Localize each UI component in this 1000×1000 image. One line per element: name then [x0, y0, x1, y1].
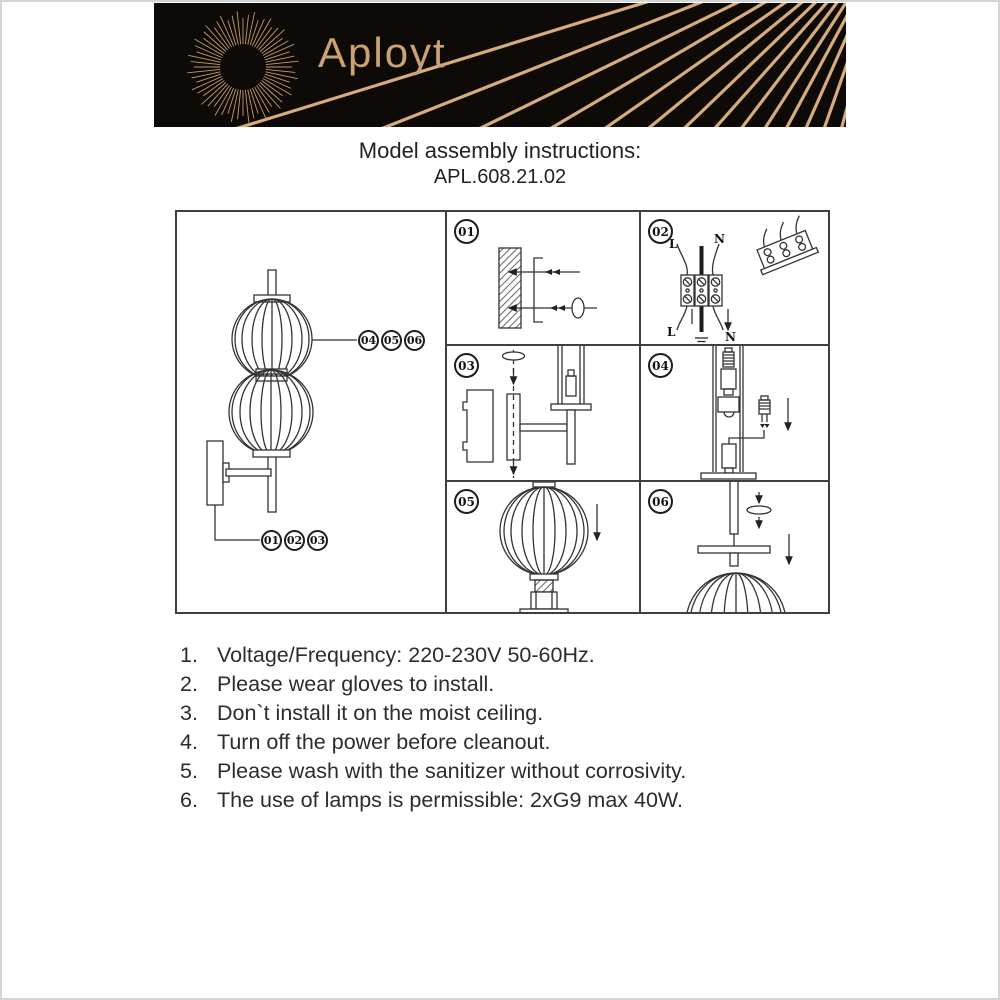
assembled-lamp-drawing — [177, 212, 445, 612]
washer-icon — [572, 298, 584, 318]
lamp-bottom-rod — [268, 456, 276, 512]
lower-shade — [229, 370, 313, 454]
instruction-item — [180, 699, 860, 728]
lamp-top-rod — [268, 270, 276, 297]
instruction-item — [180, 728, 860, 757]
wire-N-bottom — [713, 306, 723, 330]
instruction-text: The use of lamps is permissible: 2xG9 max 40W. — [217, 788, 684, 812]
base-flange — [520, 609, 568, 612]
step-01-panel — [447, 212, 639, 344]
step-03-panel — [447, 346, 639, 480]
g9-bulb — [759, 396, 770, 428]
instruction-text: Voltage/Frequency: 220-230V 50-60Hz. — [217, 643, 595, 667]
upper-shade — [232, 299, 312, 379]
step-number-badge: 04 — [648, 353, 673, 378]
instruction-item — [180, 670, 860, 699]
step-number-badge: 03 — [454, 353, 479, 378]
base-flange — [701, 473, 756, 479]
ribbed-shade — [500, 487, 588, 575]
wire-label: L — [669, 237, 678, 251]
wall-plate — [463, 390, 493, 462]
page-title: Model assembly instructions: — [358, 138, 642, 163]
step-number-badge: 01 — [454, 219, 479, 244]
model-number: APL.608.21.02 — [433, 166, 567, 188]
top-rod — [730, 482, 738, 534]
wire-N-top — [712, 244, 719, 275]
instruction-text: Please wash with the sanitizer without corrosivity. — [217, 759, 687, 783]
lower-socket — [722, 444, 736, 468]
decorative-nut-icon — [503, 352, 525, 360]
wall-arm — [226, 469, 271, 476]
instruction-text: Please wear gloves to install. — [217, 672, 495, 696]
callout-badge: 06 — [404, 330, 425, 351]
wall-plate — [207, 441, 223, 505]
instruction-text: Turn off the power before cleanout. — [217, 730, 551, 754]
callout-badge: 01 — [261, 530, 282, 551]
terminal-block-3d — [747, 214, 818, 274]
step-02-panel — [641, 212, 828, 344]
wire-label: N — [725, 330, 736, 344]
instruction-number: 6. — [180, 788, 198, 812]
step-04-panel — [641, 346, 828, 480]
ground-symbol-icon — [695, 338, 708, 344]
brand-banner — [154, 3, 846, 127]
mount-bracket — [534, 258, 543, 322]
instruction-number: 2. — [180, 672, 198, 696]
instruction-item — [180, 641, 860, 670]
wire-L-bottom — [677, 306, 687, 330]
instruction-text: Don`t install it on the moist ceiling. — [217, 701, 544, 725]
step-number-badge: 05 — [454, 489, 479, 514]
instruction-item — [180, 786, 860, 815]
socket-thread — [535, 580, 553, 592]
step-05-panel — [447, 482, 639, 612]
instruction-number: 4. — [180, 730, 198, 754]
title-block — [2, 137, 998, 190]
wire-label: N — [714, 232, 725, 246]
instruction-item — [180, 757, 860, 786]
callout-shade-parts — [358, 330, 425, 351]
callout-badge: 05 — [381, 330, 402, 351]
cover-disc — [698, 546, 770, 553]
wire-L-top — [677, 244, 687, 275]
instruction-number: 1. — [180, 643, 198, 667]
callout-badge: 04 — [358, 330, 379, 351]
lamp-arm — [520, 424, 567, 431]
sunburst-logo-icon — [187, 11, 298, 122]
finial-nut-icon — [747, 506, 771, 514]
instruction-list — [180, 641, 860, 815]
ribbed-shade-top — [686, 573, 786, 612]
step-06-panel — [641, 482, 828, 612]
overview-panel — [177, 212, 445, 612]
lamp-tube — [551, 346, 591, 464]
wall-section — [499, 248, 521, 328]
terminal-block — [681, 275, 722, 306]
callout-badge: 02 — [284, 530, 305, 551]
step-number-badge: 06 — [648, 489, 673, 514]
callout-base-parts — [261, 530, 328, 551]
callout-badge: 03 — [307, 530, 328, 551]
banner-decoration — [154, 3, 846, 127]
installed-bulb — [721, 348, 736, 395]
step-number-badge: 02 — [648, 219, 673, 244]
brand-logo-text: Aployt — [318, 29, 447, 76]
wire-label: L — [667, 325, 676, 339]
instruction-number: 3. — [180, 701, 198, 725]
assembly-diagram-grid — [175, 210, 830, 614]
instruction-number: 5. — [180, 759, 198, 783]
